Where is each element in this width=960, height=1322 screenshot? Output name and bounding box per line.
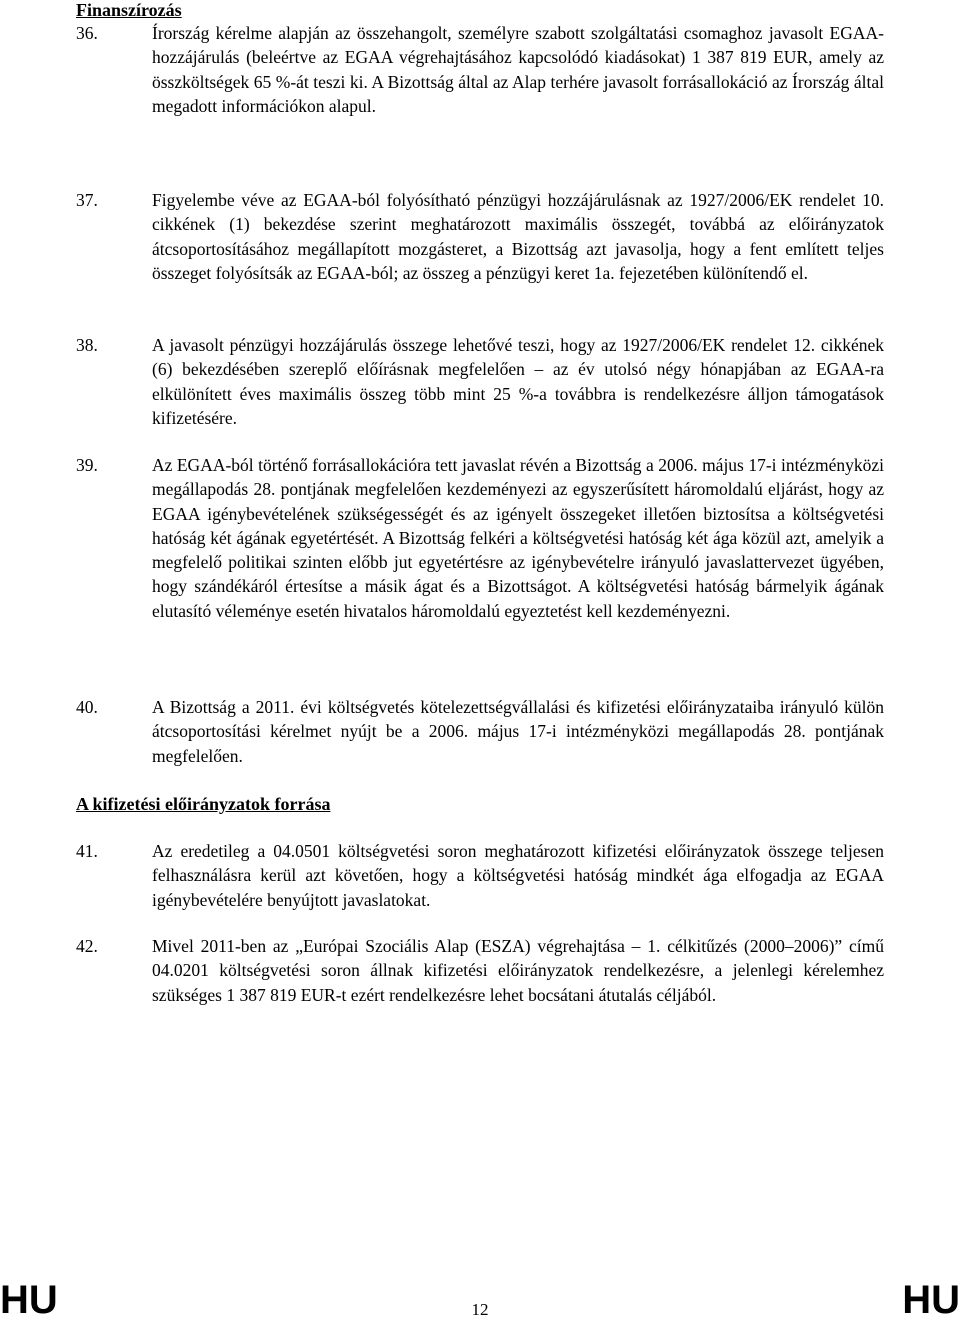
paragraph-number: 42. (76, 936, 98, 956)
paragraph-38 (76, 333, 884, 430)
footer-language-code-right: HU (902, 1278, 960, 1322)
paragraph-text: Az EGAA-ból történő forrásallokációra tett javaslat révén a Bizottság a 2006. május 17-i intézményközi megállapodás 28. pontjának megfelelően kezdeményezi az egyszerűsített háromoldalú eljárást, hogy az EGAA igénybevételének szükségességét és az igényelt összegeket illetően biztosítsa a költségvetési hatóság két ágának egyetértését. A Bizottság felkéri a költségvetési hatóság két ága közül azt, amelyik a megfelelő politikai szinten előbb jut egyetértésre az igénybevételre irányuló javaslattervezet ügyében, hogy szándékáról értesítse a másik ágat és a Bizottságot. A költségvetési hatóság bármelyik ágának elutasító véleménye esetén hivatalos háromoldalú egyeztetést kell kezdeményezni. (152, 455, 884, 621)
paragraph-text: Figyelembe véve az EGAA-ból folyósítható pénzügyi hozzájárulásnak az 1927/2006/EK rendelet 10. cikkének (1) bekezdése szerint meghatározott maximális összegét, továbbá az előirányzatok átcsoportosításához megállapított mozgásteret, a Bizottság azt javasolja, hogy a fent említett teljes összeget folyósítsák az EGAA-ból; az összeg a pénzügyi keret 1a. fejezetében különítendő el. (152, 190, 884, 283)
paragraph-40 (76, 695, 884, 768)
paragraph-text: A Bizottság a 2011. évi költségvetés kötelezettségvállalási és kifizetési előirányzataiba irányuló külön átcsoportosítási kérelmet nyújt be a 2006. május 17-i intézményközi megállapodás 28. pontjának megfelelően. (152, 697, 884, 766)
paragraph-36 (76, 21, 884, 118)
paragraph-number: 36. (76, 23, 98, 43)
footer-language-code-left: HU (0, 1278, 58, 1322)
paragraph-37 (76, 188, 884, 285)
paragraph-text: Mivel 2011-ben az „Európai Szociális Alap (ESZA) végrehajtása – 1. célkitűzés (2000–2006)” című 04.0201 költségvetési soron állnak kifizetési előirányzatok rendelkezésre, a jelenlegi kérelemhez szükséges 1 387 819 EUR-t ezért rendelkezésre lehet bocsátani átutalás céljából. (152, 936, 884, 1005)
section-heading-payment-source: A kifizetési előirányzatok forrása (76, 794, 331, 814)
paragraph-text: A javasolt pénzügyi hozzájárulás összege lehetővé teszi, hogy az 1927/2006/EK rendelet 12. cikkének (6) bekezdésében szereplő előírásnak megfelelően – az év utolsó négy hónapjában az EGAA-ra elkülönített éves maximális összeg több mint 25 %-a továbbra is rendelkezésre álljon támogatások kifizetésére. (152, 335, 884, 428)
paragraph-text: Írország kérelme alapján az összehangolt, személyre szabott szolgáltatási csomaghoz javasolt EGAA-hozzájárulás (beleértve az EGAA végrehajtásához kapcsolódó kiadásokat) 1 387 819 EUR, amely az összköltségek 65 %-át teszi ki. A Bizottság által az Alap terhére javasolt forrásallokáció az Írország által megadott információkon alapul. (152, 23, 884, 116)
page-number: 12 (471, 1300, 489, 1319)
section-heading-financing: Finanszírozás (76, 0, 182, 20)
paragraph-39 (76, 453, 884, 623)
paragraph-number: 37. (76, 190, 98, 210)
paragraph-number: 40. (76, 697, 98, 717)
paragraph-41 (76, 839, 884, 912)
paragraph-text: Az eredetileg a 04.0501 költségvetési soron meghatározott kifizetési előirányzatok összege teljesen felhasználásra kerül azt követően, hogy a költségvetési hatóság mindkét ága elfogadja az EGAA igénybevételére benyújtott javaslatokat. (152, 841, 884, 910)
paragraph-number: 41. (76, 841, 98, 861)
paragraph-number: 38. (76, 335, 98, 355)
paragraph-number: 39. (76, 455, 98, 475)
paragraph-42 (76, 934, 884, 1007)
